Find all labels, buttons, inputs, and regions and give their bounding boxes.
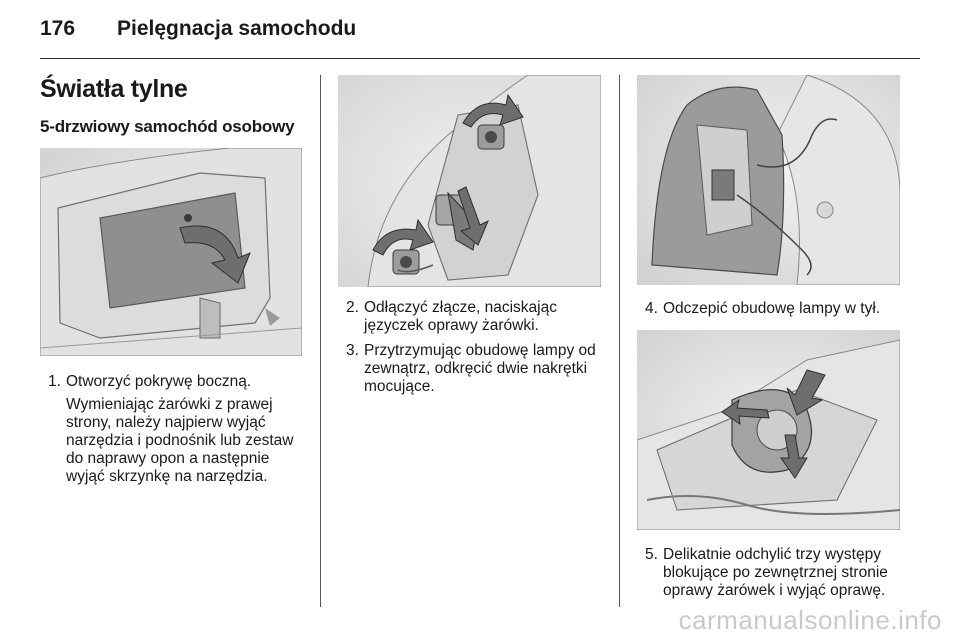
- step-3: [346, 342, 608, 396]
- illustration-lamp-housing: [637, 75, 900, 285]
- page-header-title: Pielęgnacja samochodu: [117, 17, 357, 40]
- section-title: Światła tylne: [40, 75, 188, 103]
- watermark: carmanualsonline.info: [678, 605, 942, 635]
- column-divider-left: [320, 75, 321, 607]
- step-4: [645, 300, 907, 318]
- step-2-number: 2.: [346, 299, 359, 316]
- illustration-connector-nuts: [338, 75, 601, 287]
- step-3-text: Przytrzymując obudowę lampy od zewnątrz, odkręcić dwie nakrętki mocujące.: [364, 342, 596, 395]
- step-1-text: Otworzyć pokrywę boczną.: [66, 373, 252, 390]
- step-5: [645, 546, 907, 600]
- illustration-side-cover: [40, 148, 302, 356]
- step-5-number: 5.: [645, 546, 658, 563]
- column-divider-right: [619, 75, 620, 607]
- step-2-text: Odłączyć złącze, naciskając języczek oprawy żarówki.: [364, 299, 557, 334]
- step-4-number: 4.: [645, 300, 658, 317]
- step-3-number: 3.: [346, 342, 359, 359]
- illustration-bulb-holder: [637, 330, 900, 530]
- step-5-text: Delikatnie odchylić trzy występy blokujące po zewnętrznej stronie oprawy żarówek i wyjąć oprawę.: [663, 546, 888, 599]
- step-1-number: 1.: [48, 373, 61, 390]
- header-divider: [40, 58, 920, 59]
- step-4-text: Odczepić obudowę lampy w tył.: [663, 300, 881, 317]
- step-2: [346, 299, 608, 335]
- step-1-note: Wymieniając żarówki z prawej strony, należy najpierw wyjąć narzędzia i podnośnik lub zestaw do naprawy opon a następnie wyjąć skrzynkę na narzędzia.: [66, 396, 294, 485]
- page-number: 176: [40, 17, 76, 40]
- step-1: [48, 373, 308, 391]
- subsection-title: 5-drzwiowy samochód osobowy: [40, 117, 295, 136]
